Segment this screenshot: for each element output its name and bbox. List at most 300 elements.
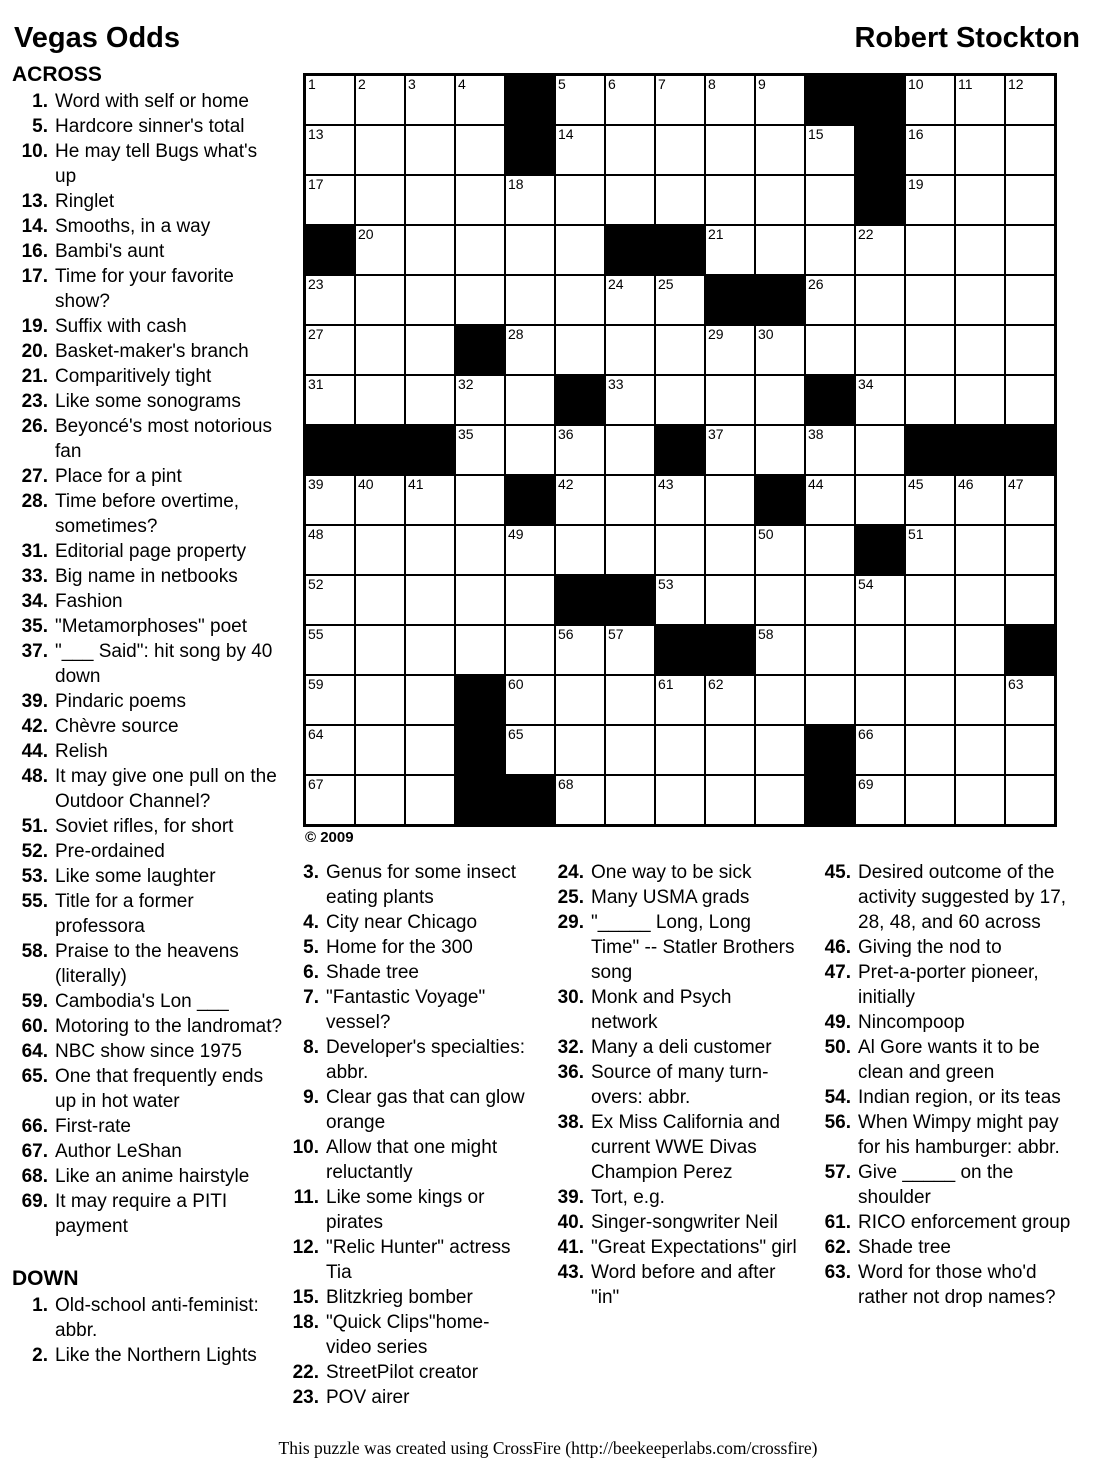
- grid-cell: [755, 675, 805, 725]
- grid-cell: [705, 75, 755, 125]
- clue-18: [283, 1310, 543, 1360]
- grid-cell: [555, 725, 605, 775]
- clue-number: 62.: [824, 1237, 851, 1258]
- grid-cell: [805, 275, 855, 325]
- clue-8: [283, 1035, 543, 1085]
- clue-57: [815, 1160, 1096, 1210]
- clue-number: 39.: [557, 1187, 584, 1208]
- grid-cell: [655, 525, 705, 575]
- clue-26: [12, 414, 296, 464]
- black-square: [555, 375, 605, 425]
- clue-number: 26.: [21, 416, 48, 437]
- grid-cells: [305, 75, 1055, 825]
- clue-text: Pret-a-porter pioneer, initially: [858, 962, 1039, 1008]
- cell-number: 56: [558, 626, 574, 642]
- clue-42: [12, 714, 296, 739]
- cell-number: 68: [558, 776, 574, 792]
- clue-text: Ringlet: [55, 191, 115, 212]
- clue-text: Monk and Psych network: [591, 987, 732, 1033]
- grid-cell: [505, 525, 555, 575]
- grid-cell: [305, 375, 355, 425]
- grid-cell: [455, 225, 505, 275]
- clue-14: [12, 214, 296, 239]
- clue-text: Basket-maker's branch: [55, 341, 249, 362]
- grid-cell: [555, 75, 605, 125]
- black-square: [955, 425, 1005, 475]
- grid-cell: [305, 625, 355, 675]
- clue-23: [12, 389, 296, 414]
- black-square: [905, 425, 955, 475]
- clue-text: Singer-songwriter Neil: [591, 1212, 778, 1233]
- clue-number: 59.: [21, 991, 48, 1012]
- clue-number: 29.: [557, 912, 584, 933]
- clue-38: [548, 1110, 808, 1185]
- grid-cell: [305, 175, 355, 225]
- grid-cell: [705, 425, 755, 475]
- grid-cell: [405, 375, 455, 425]
- grid-cell: [955, 375, 1005, 425]
- clue-number: 58.: [21, 941, 48, 962]
- down-heading: DOWN: [12, 1267, 79, 1290]
- cell-number: 35: [458, 426, 474, 442]
- clue-29: [548, 910, 808, 985]
- grid-cell: [405, 475, 455, 525]
- clue-43: [548, 1260, 808, 1310]
- clue-number: 18.: [292, 1312, 319, 1333]
- clue-number: 65.: [21, 1066, 48, 1087]
- grid-cell: [505, 325, 555, 375]
- grid-cell: [655, 75, 705, 125]
- grid-cell: [355, 125, 405, 175]
- grid-cell: [655, 725, 705, 775]
- clue-21: [12, 364, 296, 389]
- grid-cell: [605, 175, 655, 225]
- grid-cell: [1005, 775, 1055, 825]
- grid-cell: [505, 375, 555, 425]
- grid-cell: [805, 425, 855, 475]
- clue-5: [12, 114, 296, 139]
- across-heading: ACROSS: [12, 63, 102, 86]
- clue-text: Blitzkrieg bomber: [326, 1287, 473, 1308]
- cell-number: 25: [658, 276, 674, 292]
- grid-cell: [655, 125, 705, 175]
- clue-text: Shade tree: [326, 962, 419, 983]
- clue-number: 67.: [21, 1141, 48, 1162]
- grid-cell: [355, 575, 405, 625]
- clue-64: [12, 1039, 296, 1064]
- grid-cell: [855, 475, 905, 525]
- clue-text: Many USMA grads: [591, 887, 750, 908]
- clue-text: Shade tree: [858, 1237, 951, 1258]
- cell-number: 58: [758, 626, 774, 642]
- grid-cell: [905, 725, 955, 775]
- grid-cell: [855, 575, 905, 625]
- clue-text: Like some kings or pirates: [326, 1187, 485, 1233]
- black-square: [755, 475, 805, 525]
- black-square: [1005, 425, 1055, 475]
- clue-6: [283, 960, 543, 985]
- grid-cell: [505, 425, 555, 475]
- grid-cell: [1005, 275, 1055, 325]
- clue-number: 55.: [21, 891, 48, 912]
- clue-text: Suffix with cash: [55, 316, 187, 337]
- cell-number: 37: [708, 426, 724, 442]
- grid-cell: [1005, 675, 1055, 725]
- clue-number: 16.: [21, 241, 48, 262]
- clue-4: [283, 910, 543, 935]
- cell-number: 2: [358, 76, 366, 92]
- clue-27: [12, 464, 296, 489]
- grid-cell: [1005, 75, 1055, 125]
- clue-text: Time for your favorite show?: [55, 266, 234, 312]
- clue-text: Word before and after "in": [591, 1262, 776, 1308]
- clue-30: [548, 985, 808, 1035]
- grid-cell: [555, 675, 605, 725]
- clue-39: [548, 1185, 808, 1210]
- cell-number: 12: [1008, 76, 1024, 92]
- clue-number: 45.: [824, 862, 851, 883]
- clue-text: Word with self or home: [55, 91, 249, 112]
- grid-cell: [305, 475, 355, 525]
- puzzle-title: Vegas Odds: [14, 22, 181, 54]
- cell-number: 62: [708, 676, 724, 692]
- grid-cell: [305, 75, 355, 125]
- clue-text: Source of many turn-overs: abbr.: [591, 1062, 769, 1108]
- grid-cell: [855, 325, 905, 375]
- clue-3: [283, 860, 543, 910]
- clue-number: 47.: [824, 962, 851, 983]
- grid-cell: [955, 675, 1005, 725]
- clue-number: 33.: [21, 566, 48, 587]
- grid-cell: [605, 525, 655, 575]
- cell-number: 53: [658, 576, 674, 592]
- grid-cell: [805, 525, 855, 575]
- clue-number: 36.: [557, 1062, 584, 1083]
- grid-cell: [805, 575, 855, 625]
- cell-number: 14: [558, 126, 574, 142]
- grid-cell: [605, 75, 655, 125]
- grid-cell: [655, 575, 705, 625]
- grid-cell: [405, 175, 455, 225]
- cell-number: 64: [308, 726, 324, 742]
- clue-text: "Quick Clips"home-video series: [326, 1312, 490, 1358]
- clue-text: Motoring to the landromat?: [55, 1016, 283, 1037]
- clue-22: [283, 1360, 543, 1385]
- clue-number: 5.: [32, 116, 48, 137]
- grid-cell: [905, 625, 955, 675]
- grid-cell: [955, 75, 1005, 125]
- crossword-grid: [303, 73, 1057, 827]
- clue-17: [12, 264, 296, 314]
- grid-cell: [1005, 725, 1055, 775]
- black-square: [505, 125, 555, 175]
- grid-cell: [1005, 525, 1055, 575]
- clue-55: [12, 889, 296, 939]
- clue-number: 14.: [21, 216, 48, 237]
- clue-text: Nincompoop: [858, 1012, 965, 1033]
- clue-text: Like some sonograms: [55, 391, 241, 412]
- clue-number: 13.: [21, 191, 48, 212]
- black-square: [855, 75, 905, 125]
- cell-number: 1: [308, 76, 316, 92]
- grid-cell: [705, 675, 755, 725]
- grid-cell: [355, 175, 405, 225]
- grid-cell: [1005, 325, 1055, 375]
- black-square: [705, 625, 755, 675]
- cell-number: 7: [658, 76, 666, 92]
- grid-cell: [905, 375, 955, 425]
- clue-text: One that frequently ends up in hot water: [55, 1066, 264, 1112]
- clue-number: 56.: [824, 1112, 851, 1133]
- cell-number: 66: [858, 726, 874, 742]
- clue-68: [12, 1164, 296, 1189]
- black-square: [755, 275, 805, 325]
- grid-cell: [305, 775, 355, 825]
- grid-cell: [705, 375, 755, 425]
- clue-number: 49.: [824, 1012, 851, 1033]
- clue-number: 42.: [21, 716, 48, 737]
- clue-37: [12, 639, 296, 689]
- down-section: [12, 1266, 296, 1368]
- grid-cell: [955, 125, 1005, 175]
- grid-cell: [705, 325, 755, 375]
- cell-number: 65: [508, 726, 524, 742]
- grid-cell: [505, 625, 555, 675]
- grid-cell: [1005, 225, 1055, 275]
- cell-number: 32: [458, 376, 474, 392]
- clue-52: [12, 839, 296, 864]
- cell-number: 29: [708, 326, 724, 342]
- clue-text: Time before overtime, sometimes?: [55, 491, 240, 537]
- grid-cell: [555, 175, 605, 225]
- clue-2: [12, 1343, 296, 1368]
- clue-56: [815, 1110, 1096, 1160]
- black-square: [505, 775, 555, 825]
- grid-cell: [755, 125, 805, 175]
- grid-cell: [905, 325, 955, 375]
- grid-cell: [905, 175, 955, 225]
- cell-number: 34: [858, 376, 874, 392]
- clue-10: [12, 139, 296, 189]
- cell-number: 17: [308, 176, 324, 192]
- clue-text: Cambodia's Lon ___: [55, 991, 229, 1012]
- clue-number: 34.: [21, 591, 48, 612]
- grid-cell: [705, 475, 755, 525]
- clue-67: [12, 1139, 296, 1164]
- black-square: [855, 175, 905, 225]
- grid-cell: [555, 125, 605, 175]
- grid-cell: [555, 275, 605, 325]
- grid-cell: [405, 275, 455, 325]
- grid-cell: [755, 725, 805, 775]
- grid-cell: [805, 225, 855, 275]
- grid-cell: [405, 775, 455, 825]
- grid-cell: [605, 125, 655, 175]
- clue-65: [12, 1064, 296, 1114]
- clue-46: [815, 935, 1096, 960]
- clue-text: It may require a PITI payment: [55, 1191, 228, 1237]
- grid-cell: [405, 125, 455, 175]
- black-square: [805, 725, 855, 775]
- grid-cell: [655, 475, 705, 525]
- grid-cell: [755, 525, 805, 575]
- clue-number: 5.: [303, 937, 319, 958]
- clue-number: 44.: [21, 741, 48, 762]
- black-square: [305, 425, 355, 475]
- grid-cell: [305, 675, 355, 725]
- cell-number: 21: [708, 226, 724, 242]
- cell-number: 57: [608, 626, 624, 642]
- clue-text: Title for a former professora: [55, 891, 194, 937]
- grid-cell: [905, 75, 955, 125]
- black-square: [655, 625, 705, 675]
- black-square: [605, 575, 655, 625]
- black-square: [805, 375, 855, 425]
- left-clue-column: [12, 62, 296, 1368]
- grid-cell: [305, 325, 355, 375]
- clue-number: 68.: [21, 1166, 48, 1187]
- black-square: [805, 75, 855, 125]
- grid-cell: [955, 575, 1005, 625]
- clue-text: Author LeShan: [55, 1141, 182, 1162]
- clue-9: [283, 1085, 543, 1135]
- clue-61: [815, 1210, 1096, 1235]
- clue-text: Bambi's aunt: [55, 241, 165, 262]
- clue-number: 6.: [303, 962, 319, 983]
- clue-text: Smooths, in a way: [55, 216, 211, 237]
- grid-cell: [605, 275, 655, 325]
- clue-text: Indian region, or its teas: [858, 1087, 1061, 1108]
- clue-text: Ex Miss California and current WWE Divas Champion Perez: [591, 1112, 781, 1183]
- grid-cell: [855, 375, 905, 425]
- grid-cell: [705, 225, 755, 275]
- grid-cell: [655, 275, 705, 325]
- grid-cell: [455, 75, 505, 125]
- clue-text: "___ Said": hit song by 40 down: [55, 641, 273, 687]
- cell-number: 36: [558, 426, 574, 442]
- grid-cell: [755, 325, 805, 375]
- black-square: [405, 425, 455, 475]
- down-clue-list-0: [12, 1293, 296, 1368]
- clue-text: Soviet rifles, for short: [55, 816, 234, 837]
- grid-cell: [505, 725, 555, 775]
- clue-number: 41.: [557, 1237, 584, 1258]
- clue-33: [12, 564, 296, 589]
- clue-1: [12, 1293, 296, 1343]
- clue-text: Big name in netbooks: [55, 566, 238, 587]
- clue-45: [815, 860, 1096, 935]
- black-square: [555, 575, 605, 625]
- grid-cell: [805, 675, 855, 725]
- black-square: [355, 425, 405, 475]
- grid-cell: [955, 225, 1005, 275]
- grid-cell: [405, 675, 455, 725]
- black-square: [505, 75, 555, 125]
- grid-cell: [355, 325, 405, 375]
- clue-53: [12, 864, 296, 889]
- clue-text: Pre-ordained: [55, 841, 165, 862]
- copyright-notice: © 2009: [305, 829, 354, 846]
- grid-cell: [805, 475, 855, 525]
- cell-number: 39: [308, 476, 324, 492]
- grid-cell: [555, 425, 605, 475]
- grid-cell: [305, 125, 355, 175]
- clue-text: Like some laughter: [55, 866, 216, 887]
- cell-number: 23: [308, 276, 324, 292]
- clue-text: Desired outcome of the activity suggested by 17, 28, 48, and 60 across: [858, 862, 1067, 933]
- grid-cell: [605, 475, 655, 525]
- cell-number: 33: [608, 376, 624, 392]
- grid-cell: [355, 725, 405, 775]
- clue-text: "Metamorphoses" poet: [55, 616, 247, 637]
- clue-11: [283, 1185, 543, 1235]
- grid-cell: [905, 275, 955, 325]
- clue-number: 1.: [32, 1295, 48, 1316]
- clue-text: City near Chicago: [326, 912, 478, 933]
- black-square: [505, 475, 555, 525]
- clue-number: 46.: [824, 937, 851, 958]
- clue-58: [12, 939, 296, 989]
- grid-cell: [355, 625, 405, 675]
- grid-cell: [405, 225, 455, 275]
- grid-cell: [1005, 575, 1055, 625]
- clue-number: 23.: [292, 1387, 319, 1408]
- clue-number: 50.: [824, 1037, 851, 1058]
- grid-cell: [605, 425, 655, 475]
- clue-50: [815, 1035, 1096, 1085]
- clue-number: 60.: [21, 1016, 48, 1037]
- clue-text: StreetPilot creator: [326, 1362, 479, 1383]
- clue-number: 38.: [557, 1112, 584, 1133]
- clue-number: 39.: [21, 691, 48, 712]
- clue-25: [548, 885, 808, 910]
- grid-cell: [955, 475, 1005, 525]
- clue-number: 69.: [21, 1191, 48, 1212]
- grid-cell: [655, 325, 705, 375]
- grid-cell: [355, 675, 405, 725]
- cell-number: 24: [608, 276, 624, 292]
- grid-cell: [355, 375, 405, 425]
- clue-text: Hardcore sinner's total: [55, 116, 245, 137]
- grid-cell: [855, 775, 905, 825]
- clue-66: [12, 1114, 296, 1139]
- black-square: [1005, 625, 1055, 675]
- cell-number: 51: [908, 526, 924, 542]
- clue-text: Like an anime hairstyle: [55, 1166, 250, 1187]
- cell-number: 44: [808, 476, 824, 492]
- cell-number: 38: [808, 426, 824, 442]
- grid-cell: [905, 125, 955, 175]
- grid-cell: [455, 425, 505, 475]
- cell-number: 19: [908, 176, 924, 192]
- clue-60: [12, 1014, 296, 1039]
- grid-cell: [455, 475, 505, 525]
- grid-cell: [305, 725, 355, 775]
- clue-31: [12, 539, 296, 564]
- grid-cell: [605, 625, 655, 675]
- cell-number: 15: [808, 126, 824, 142]
- grid-cell: [505, 575, 555, 625]
- grid-cell: [955, 275, 1005, 325]
- cell-number: 59: [308, 676, 324, 692]
- clue-text: "Great Expectations" girl: [591, 1237, 797, 1258]
- clue-text: Developer's specialties: abbr.: [326, 1037, 525, 1083]
- clue-number: 9.: [303, 1087, 319, 1108]
- black-square: [705, 275, 755, 325]
- black-square: [855, 125, 905, 175]
- grid-cell: [755, 575, 805, 625]
- clue-51: [12, 814, 296, 839]
